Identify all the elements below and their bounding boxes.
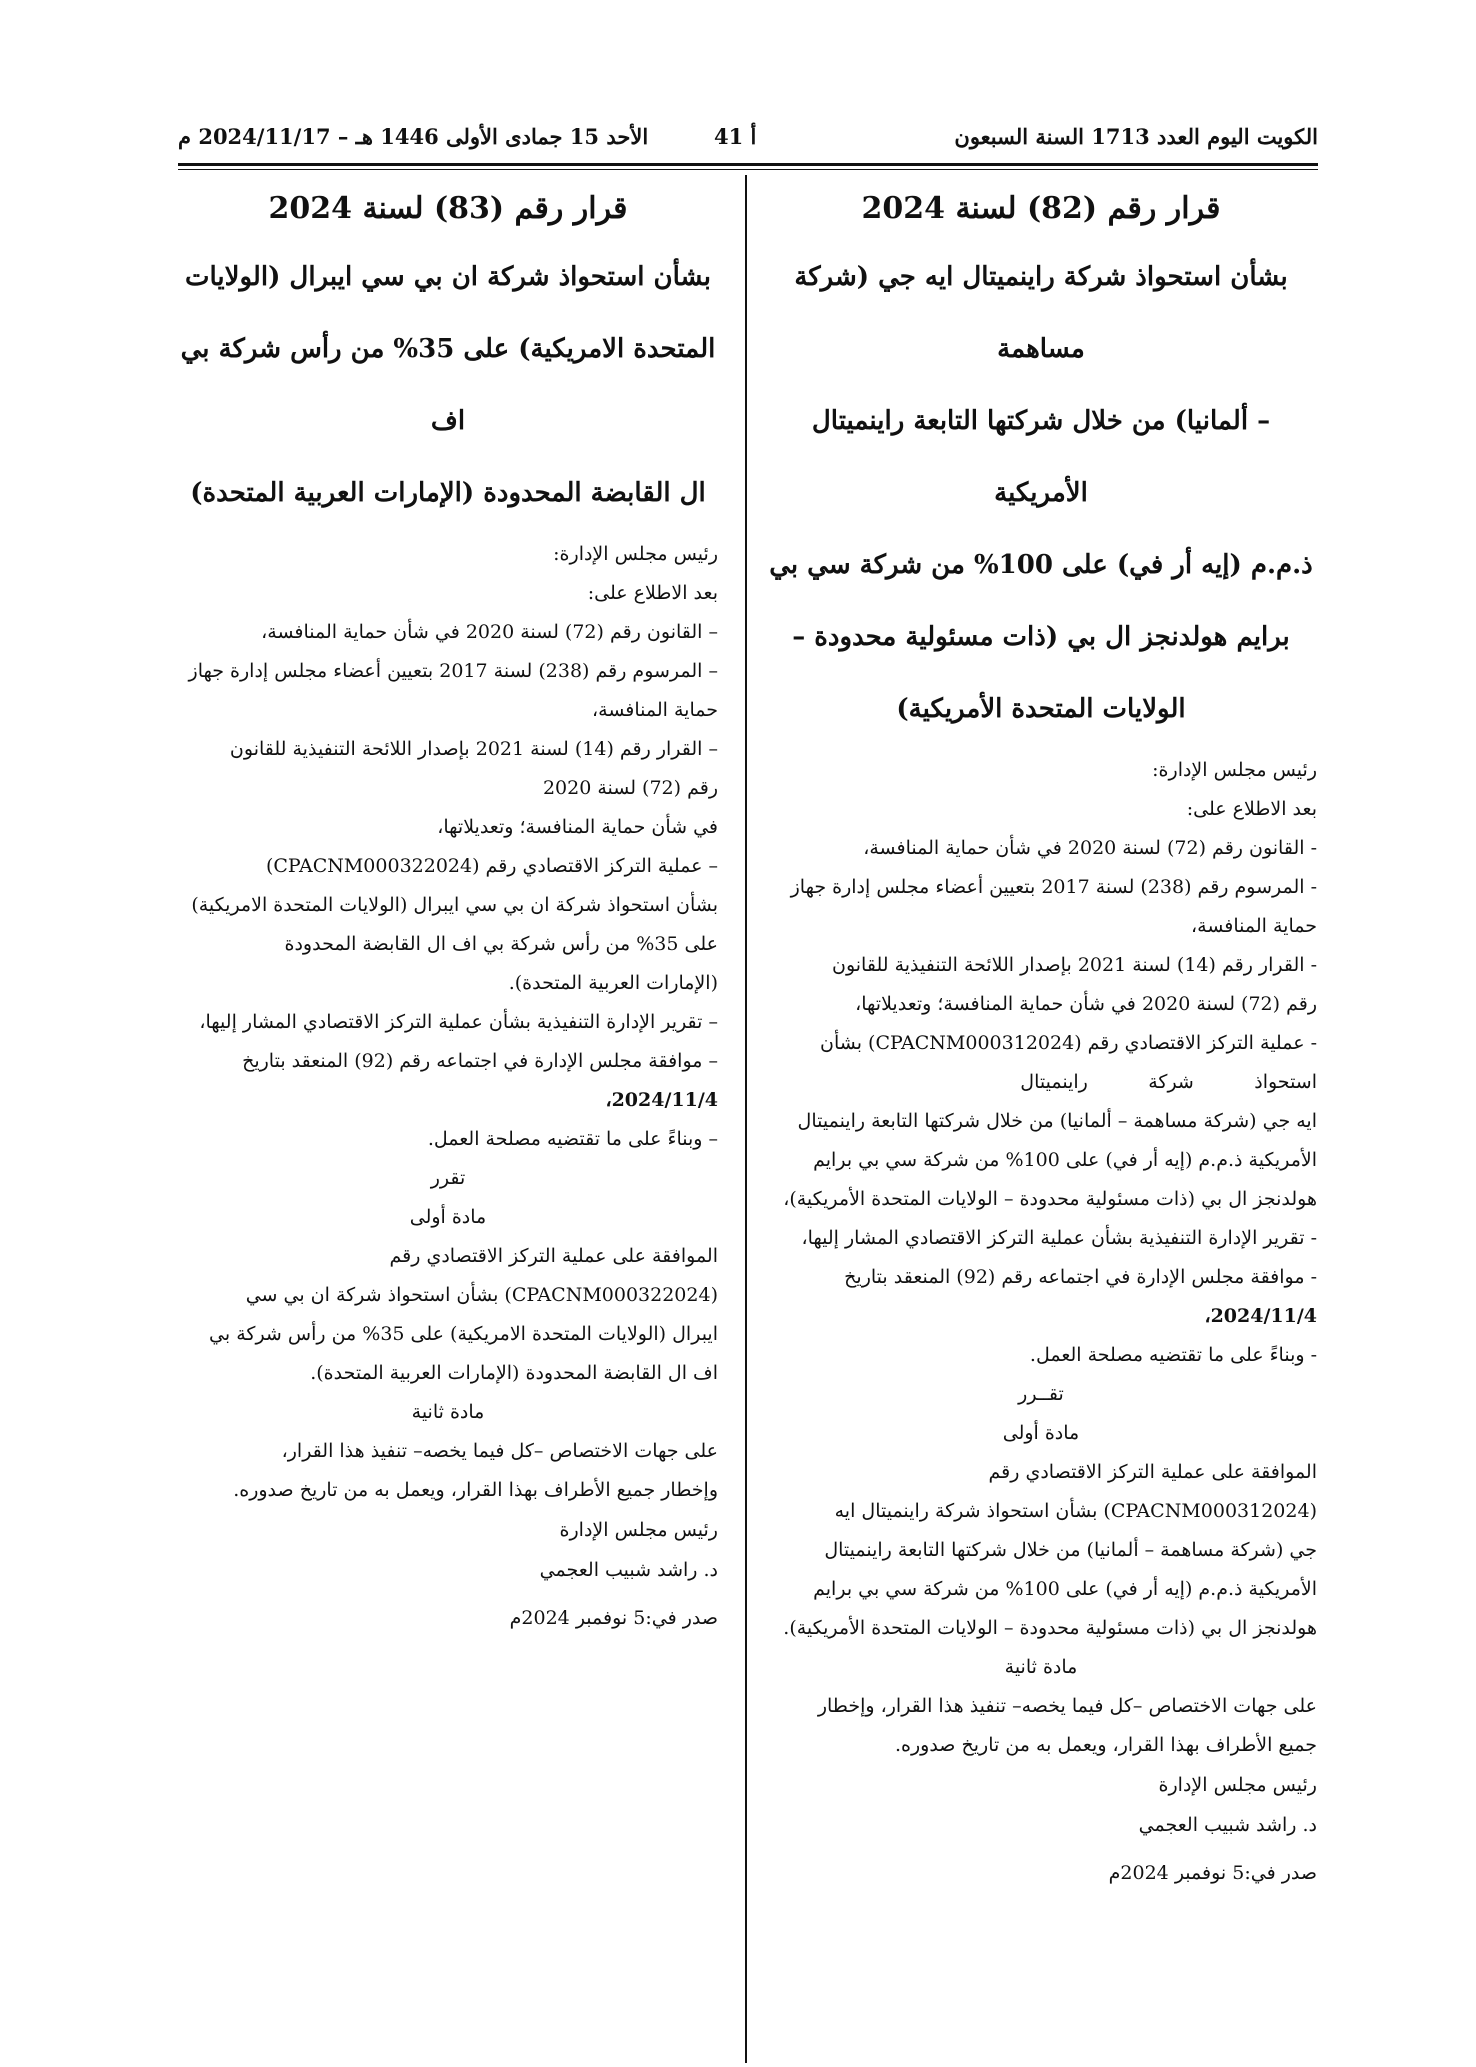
article-line: اف ال القابضة المحدودة (الإمارات العربية المتحدة). (310, 1362, 718, 1384)
page-header (178, 124, 1318, 154)
body-line: في شأن حماية المنافسة؛ وتعديلاتها، (437, 816, 718, 838)
subject-line: – ألمانيا) من خلال شركتها التابعة راينميتال الأمريكية (811, 406, 1271, 508)
article-line: الأمريكية ذ.م.م (إيه أر في) على 100% من شركة سي بي برايم (813, 1578, 1317, 1600)
subject-line: بشأن استحواذ شركة ان بي سي ايبرال (الولايات (185, 262, 711, 292)
body-line: – القانون رقم (72) لسنة 2020 في شأن حماية المنافسة، (261, 621, 718, 643)
body-line: - القرار رقم (14) لسنة 2021 بإصدار اللائحة التنفيذية للقانون (832, 954, 1317, 976)
body-line: الأمريكية ذ.م.م (إيه أر في) على 100% من شركة سي بي برايم (813, 1149, 1317, 1171)
signer-name: د. راشد شبيب العجمي (539, 1559, 718, 1581)
article-2-text (178, 1432, 718, 1510)
article-2-heading: مادة ثانية (1004, 1656, 1078, 1678)
decision-82-column (765, 178, 1317, 1893)
article-2-heading: مادة ثانية (411, 1401, 485, 1423)
body-line: بعد الاطلاع على: (587, 582, 718, 604)
body-line: استحواذ شركة راينميتال (1020, 1071, 1317, 1093)
body-line: – وبناءً على ما تقتضيه مصلحة العمل. (427, 1128, 718, 1150)
body-line: – القرار رقم (14) لسنة 2021 بإصدار اللائحة التنفيذية للقانون (229, 738, 718, 760)
body-line: 2024/11/4، (605, 1089, 718, 1111)
signer-title: رئيس مجلس الإدارة (559, 1519, 718, 1541)
body-line: حماية المنافسة، (592, 699, 718, 721)
decision-82-title: قرار رقم (82) لسنة 2024 (861, 191, 1221, 226)
article-line: وإخطار جميع الأطراف بهذا القرار، ويعمل به من تاريخ صدوره. (233, 1479, 718, 1501)
article-line: (CPACNM000322024) بشأن استحواذ شركة ان بي سي (245, 1284, 718, 1306)
column-divider (745, 175, 747, 2063)
article-line: جميع الأطراف بهذا القرار، ويعمل به من تاريخ صدوره. (894, 1734, 1317, 1756)
header-rule-thin (178, 169, 1318, 170)
decision-83-subject (178, 241, 718, 529)
subject-line: برايم هولدنجز ال بي (ذات مسئولية محدودة – (792, 622, 1290, 652)
article-line: ايبرال (الولايات المتحدة الامريكية) على 35% من رأس شركة بي (209, 1323, 718, 1345)
decision-83-preamble (178, 535, 718, 1159)
subject-line: ال القابضة المحدودة (الإمارات العربية المتحدة) (190, 478, 706, 508)
article-line: على جهات الاختصاص –كل فيما يخصه– تنفيذ هذا القرار، (281, 1440, 718, 1462)
issue-date: صدر في:5 نوفمبر 2024م (509, 1607, 718, 1629)
article-line: على جهات الاختصاص –كل فيما يخصه– تنفيذ هذا القرار، وإخطار (817, 1695, 1317, 1717)
subject-line: بشأن استحواذ شركة راينميتال ايه جي (شركة مساهمة (794, 262, 1288, 364)
article-1-heading: مادة أولى (1002, 1422, 1080, 1444)
body-line: ايه جي (شركة مساهمة – ألمانيا) من خلال شركتها التابعة راينميتال (797, 1110, 1317, 1132)
article-line: (CPACNM000312024) بشأن استحواذ شركة راينميتال ايه (834, 1500, 1317, 1522)
article-line: الموافقة على عملية التركز الاقتصادي رقم (988, 1461, 1317, 1483)
body-line: - عملية التركز الاقتصادي رقم (CPACNM000312024) بشأن (820, 1032, 1317, 1054)
decides-heading: تقــرر (1018, 1383, 1064, 1405)
body-line: – عملية التركز الاقتصادي رقم (CPACNM000322024) (265, 855, 718, 877)
header-rule-thick (178, 163, 1318, 166)
body-line: رئيس مجلس الإدارة: (553, 543, 718, 565)
body-line: 2024/11/4، (1204, 1305, 1317, 1327)
article-1-heading: مادة أولى (409, 1206, 487, 1228)
body-line: – موافقة مجلس الإدارة في اجتماعه رقم (92) المنعقد بتاريخ (242, 1050, 718, 1072)
body-line: - تقرير الإدارة التنفيذية بشأن عملية التركز الاقتصادي المشار إليها، (801, 1227, 1317, 1249)
decision-83-column (178, 178, 718, 1638)
signer-name: د. راشد شبيب العجمي (1138, 1814, 1317, 1836)
decision-82-preamble (765, 751, 1317, 1375)
article-line: الموافقة على عملية التركز الاقتصادي رقم (389, 1245, 718, 1267)
header-issue-info: الكويت اليوم العدد 1713 السنة السبعون (954, 124, 1318, 149)
body-line: بعد الاطلاع على: (1186, 798, 1317, 820)
body-line: رئيس مجلس الإدارة: (1152, 759, 1317, 781)
signer-title: رئيس مجلس الإدارة (1158, 1774, 1317, 1796)
article-1-text (765, 1453, 1317, 1648)
body-line: على 35% من رأس شركة بي اف ال القابضة المحدودة (284, 933, 718, 955)
body-line: هولدنجز ال بي (ذات مسئولية محدودة – الولايات المتحدة الأمريكية)، (783, 1188, 1317, 1210)
subject-line: الولايات المتحدة الأمريكية) (896, 694, 1186, 724)
subject-line: المتحدة الامريكية) على 35% من رأس شركة بي اف (180, 334, 716, 436)
header-page-number: أ 41 (714, 124, 757, 149)
body-line: بشأن استحواذ شركة ان بي سي ايبرال (الولايات المتحدة الامريكية) (191, 894, 718, 916)
body-line: - القانون رقم (72) لسنة 2020 في شأن حماية المنافسة، (863, 837, 1317, 859)
article-line: هولدنجز ال بي (ذات مسئولية محدودة – الولايات المتحدة الأمريكية). (783, 1617, 1317, 1639)
article-1-text (178, 1237, 718, 1393)
body-line: رقم (72) لسنة 2020 في شأن حماية المنافسة؛ وتعديلاتها، (855, 993, 1317, 1015)
header-date: الأحد 15 جمادى الأولى 1446 هـ – 2024/11/17 م (178, 124, 649, 149)
body-line: - وبناءً على ما تقتضيه مصلحة العمل. (1029, 1344, 1317, 1366)
decision-82-subject (765, 241, 1317, 745)
subject-line: ذ.م.م (إيه أر في) على 100% من شركة سي بي (769, 550, 1313, 580)
body-line: – تقرير الإدارة التنفيذية بشأن عملية التركز الاقتصادي المشار إليها، (199, 1011, 718, 1033)
article-line: جي (شركة مساهمة – ألمانيا) من خلال شركتها التابعة راينميتال (824, 1539, 1317, 1561)
issue-date: صدر في:5 نوفمبر 2024م (1108, 1862, 1317, 1884)
decision-83-title: قرار رقم (83) لسنة 2024 (268, 191, 628, 226)
body-line: (الإمارات العربية المتحدة). (508, 972, 718, 994)
body-line: – المرسوم رقم (238) لسنة 2017 بتعيين أعضاء مجلس إدارة جهاز (188, 660, 718, 682)
decides-heading: تقرر (430, 1167, 466, 1189)
body-line: - المرسوم رقم (238) لسنة 2017 بتعيين أعضاء مجلس إدارة جهاز (790, 876, 1317, 898)
body-line: حماية المنافسة، (1191, 915, 1317, 937)
body-line: - موافقة مجلس الإدارة في اجتماعه رقم (92) المنعقد بتاريخ (844, 1266, 1317, 1288)
body-line: رقم (72) لسنة 2020 (542, 777, 718, 799)
article-2-text (765, 1687, 1317, 1765)
